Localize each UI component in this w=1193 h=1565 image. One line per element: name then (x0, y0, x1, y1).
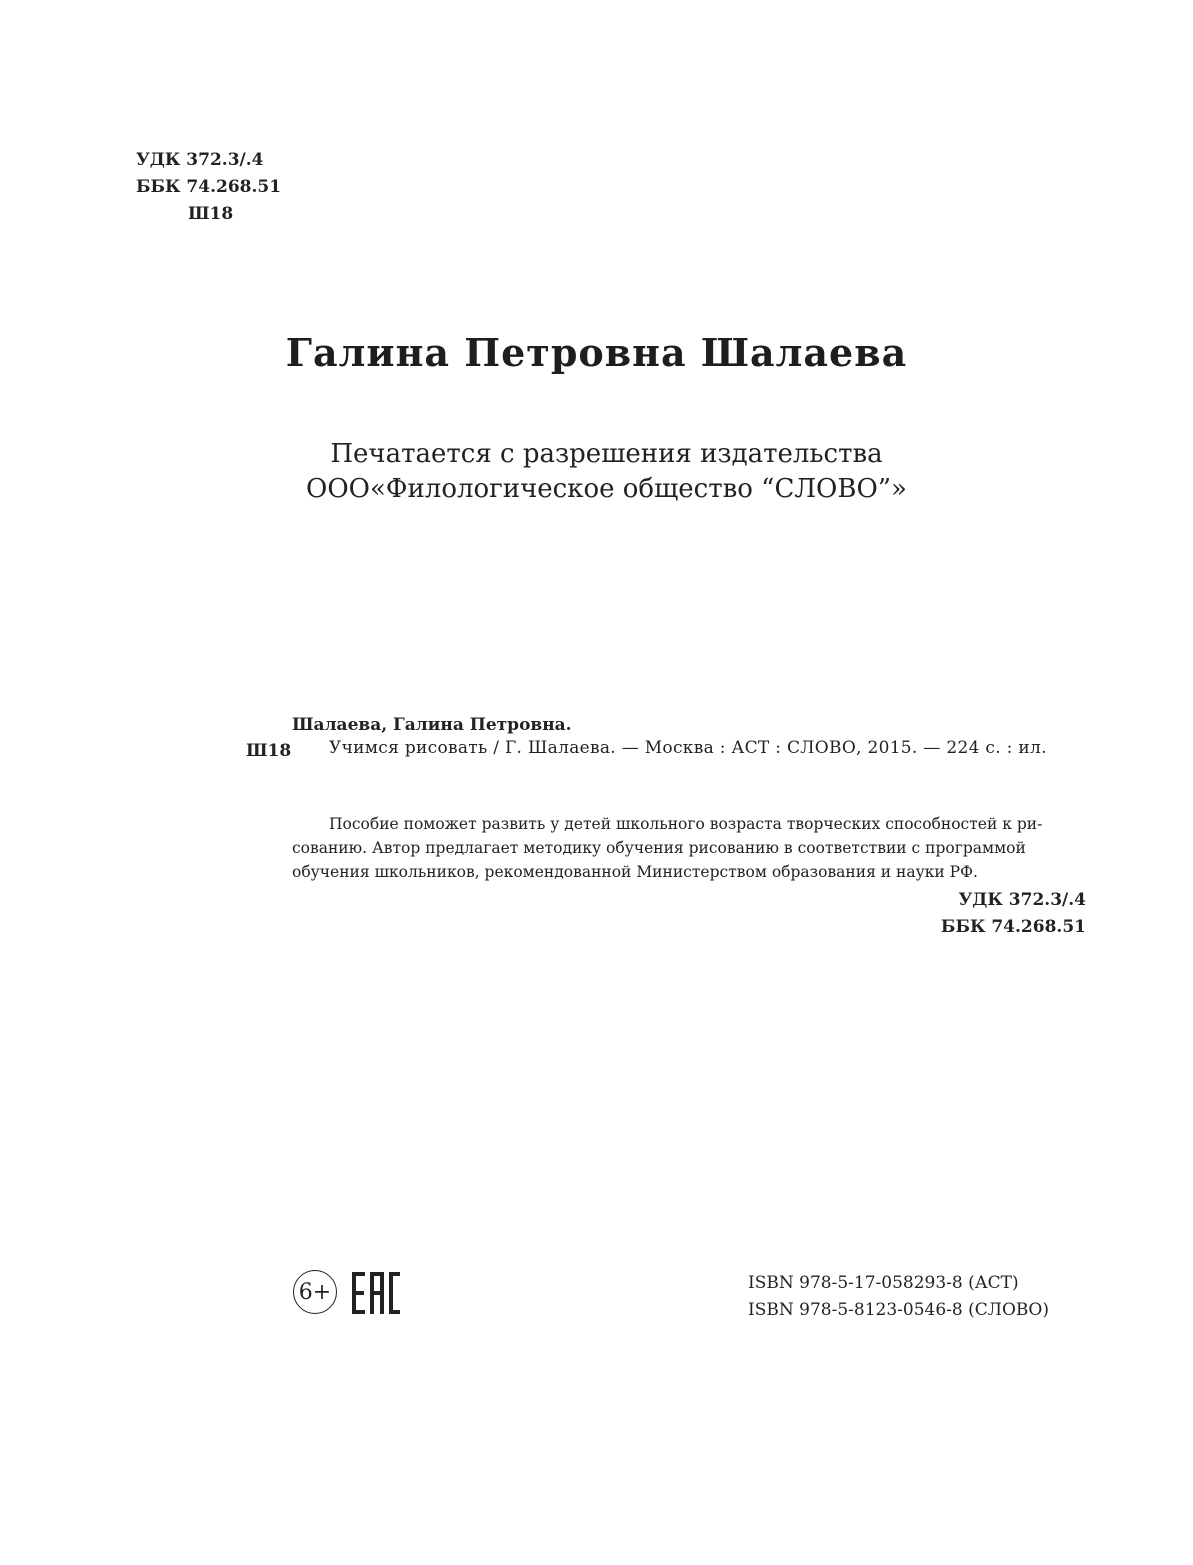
bbk-code-bottom: ББК 74.268.51 (940, 917, 1086, 937)
bbk-code: ББК 74.268.51 (136, 177, 282, 197)
abstract-line-1: Пособие поможет развить у детей школьного возраста творческих способностей к ри- (329, 815, 1043, 833)
abstract (292, 812, 1086, 884)
permission-notice (0, 437, 1193, 507)
age-rating-badge (293, 1270, 337, 1314)
isbn-ast: ISBN 978-5-17-058293-8 (АСТ) (748, 1273, 1019, 1293)
catalog-code: Ш18 (246, 741, 292, 761)
age-rating-text: 6+ (298, 1279, 332, 1305)
udk-code: УДК 372.3/.4 (136, 150, 264, 170)
permission-line-1: Печатается с разрешения издательства (330, 439, 883, 469)
classification-bottom (941, 887, 1086, 941)
isbn-block (748, 1270, 1049, 1324)
eac-mark-icon (350, 1270, 402, 1316)
permission-line-2: ООО«Филологическое общество “СЛОВО”» (306, 474, 907, 504)
catalog-description: Учимся рисовать / Г. Шалаева. — Москва : АСТ : СЛОВО, 2015. — 224 с. : ил. (329, 738, 1047, 758)
abstract-line-2: сованию. Автор предлагает методику обучения рисованию в соответствии с программой (292, 839, 1026, 857)
isbn-slovo: ISBN 978-5-8123-0546-8 (СЛОВО) (748, 1300, 1049, 1320)
classification-top (136, 147, 281, 228)
author-code: Ш18 (188, 204, 234, 224)
abstract-line-3: обучения школьников, рекомендованной Министерством образования и науки РФ. (292, 863, 978, 881)
author-title: Галина Петровна Шалаева (285, 330, 908, 375)
udk-code-bottom: УДК 372.3/.4 (958, 890, 1086, 910)
catalog-author: Шалаева, Галина Петровна. (292, 715, 572, 735)
